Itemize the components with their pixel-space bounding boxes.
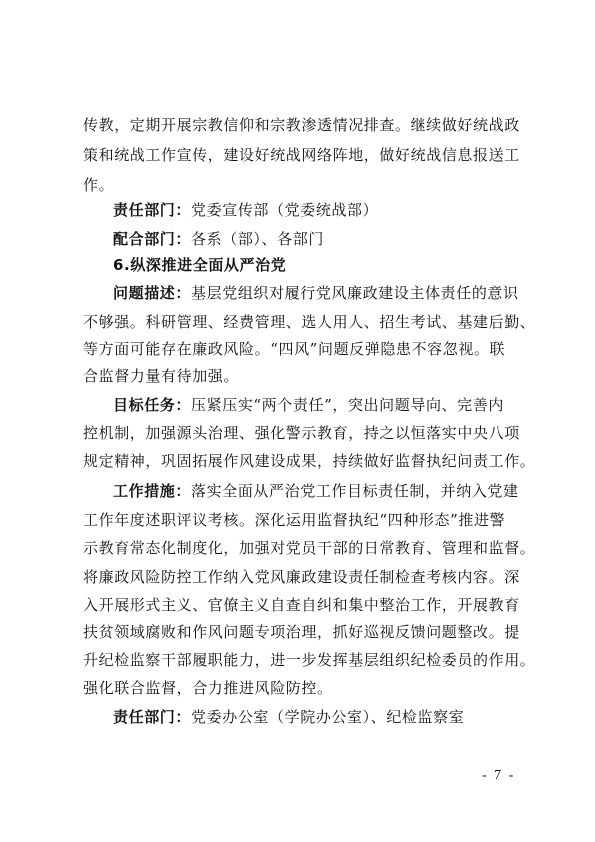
responsible-dept-label: 责任部门： <box>113 708 192 726</box>
problem-line-3: 等方面可能存在廉政风险。“四风”问题反弹隐患不容忽视。联 <box>83 340 506 358</box>
measures-line-2: 工作年度述职评议考核。深化运用监督执纪“四种形态”推进警 <box>83 511 506 529</box>
measures-line-1 <box>113 481 519 501</box>
responsible-dept-label: 责任部门： <box>113 201 192 219</box>
problem-text: 基层党组织对履行党风廉政建设主体责任的意识 <box>191 284 519 302</box>
cooperating-dept-value: 各系（部）、各部门 <box>191 230 324 248</box>
cooperating-dept-row <box>113 229 324 249</box>
measures-line-3: 示教育常态化制度化，加强对党员干部的日常教育、管理和监督。 <box>83 539 536 557</box>
goal-line-2: 控机制，加强源头治理、强化警示教育，持之以恒落实中央八项 <box>83 424 520 442</box>
responsible-dept-row-2 <box>113 707 464 727</box>
intro-line-2: 策和统战工作宣传，建设好统战网络阵地，做好统战信息报送工 <box>83 146 520 164</box>
measures-line-7: 升纪检监察干部履职能力，进一步发挥基层组织纪检委员的作用。 <box>83 651 536 669</box>
page-number: - 7 - <box>482 768 516 783</box>
problem-label: 问题描述： <box>113 284 192 302</box>
intro-line-3: 作。 <box>83 176 115 194</box>
problem-line-4: 合监督力量有待加强。 <box>83 367 240 385</box>
measures-line-4: 将廉政风险防控工作纳入党风廉政建设责任制检查考核内容。深 <box>83 568 520 586</box>
measures-line-5: 入开展形式主义、官僚主义自查自纠和集中整治工作，开展教育 <box>83 596 520 614</box>
goal-line-3: 规定精神，巩固拓展作风建设成果，持续做好监督执纪问责工作。 <box>83 452 536 470</box>
problem-line-1 <box>113 283 519 303</box>
measures-line-8: 强化联合监督，合力推进风险防控。 <box>83 679 333 697</box>
intro-line-1: 传教，定期开展宗教信仰和宗教渗透情况排查。继续做好统战政 <box>83 116 520 134</box>
responsible-dept-row-1 <box>113 200 378 220</box>
measures-label: 工作措施： <box>113 482 192 500</box>
measures-line-6: 扶贫领域腐败和作风问题专项治理，抓好巡视反馈问题整改。提 <box>83 623 520 641</box>
goal-text: 压紧压实“两个责任”，突出问题导向、完善内 <box>191 396 504 414</box>
problem-line-2: 不够强。科研管理、经费管理、选人用人、招生考试、基建后勤、 <box>83 313 536 331</box>
responsible-dept-value: 党委宣传部（党委统战部） <box>191 201 379 219</box>
cooperating-dept-label: 配合部门： <box>113 230 192 248</box>
section-heading: 6.纵深推进全面从严治党 <box>113 256 287 274</box>
goal-label: 目标任务： <box>113 396 192 414</box>
responsible-dept-value: 党委办公室（学院办公室）、纪检监察室 <box>191 708 465 726</box>
goal-line-1 <box>113 395 504 415</box>
measures-text: 落实全面从严治党工作目标责任制，并纳入党建 <box>191 482 519 500</box>
